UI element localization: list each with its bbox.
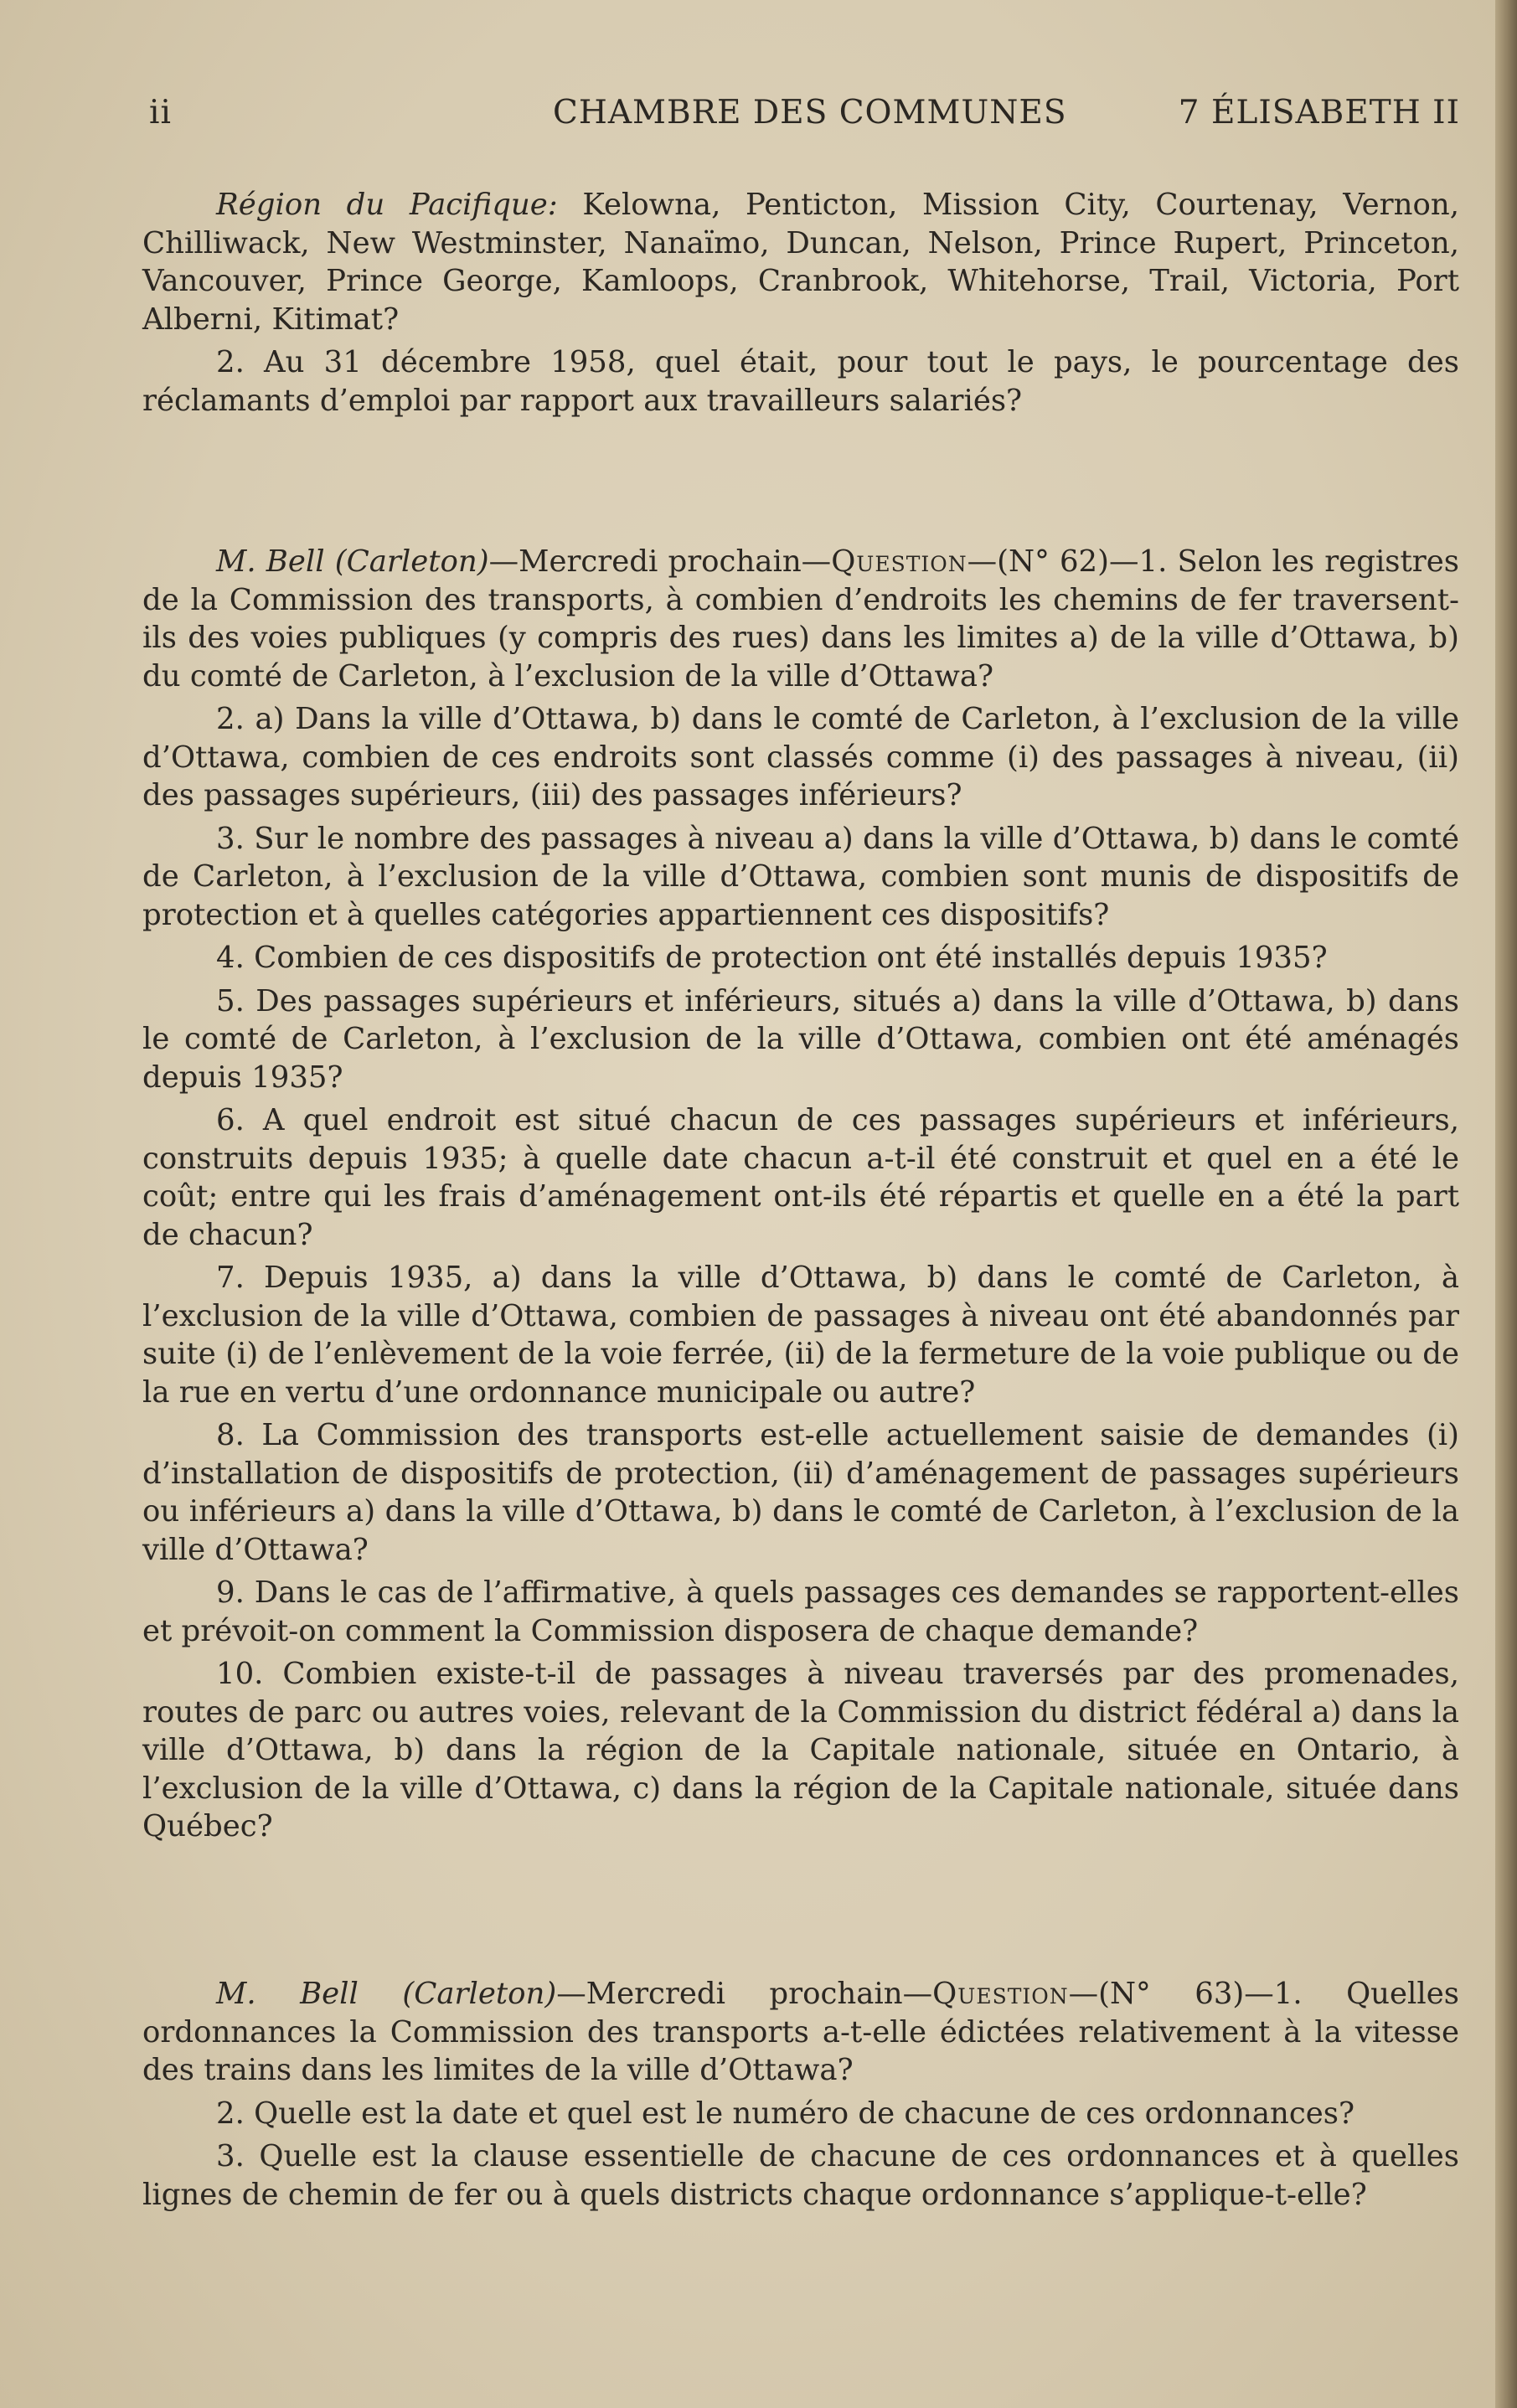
member-name: M. Bell (216, 1977, 359, 2011)
question-text: —(N° 62)—1. Selon les registres de la Commission des transports, à combien d’endroits les chemins de fer traversent-ils des voies publiques (y compris des rues) dans les limites a) de la ville d’Ottawa, b) du comté de Carleton, à l’exclusion de la ville d’Ottawa? (142, 544, 1459, 694)
question-item: 4. Combien de ces dispositifs de protection ont été installés depuis 1935? (216, 941, 1328, 975)
question-text: —(N° 63)—1. Quelles ordonnances la Commission des transports a-t-elle édictées relativement à la vitesse des trains dans les limites de la ville d’Ottawa? (142, 1977, 1459, 2087)
page-header (149, 94, 1460, 139)
question-label: Question (831, 544, 967, 579)
question-item: 3. Sur le nombre des passages à niveau a) dans la ville d’Ottawa, b) dans le comté de Carleton, à l’exclusion de la ville d’Ottawa, combien sont munis de dispositifs de protection et à quelles catégories appartiennent ces dispositifs? (142, 821, 1459, 932)
question-intro (142, 1975, 1459, 2090)
question-item: 3. Quelle est la clause essentielle de chacune de ces ordonnances et à quelles lignes de chemin de fer ou à quels districts chaque ordonnance s’applique-t-elle? (142, 2139, 1459, 2212)
question-item: 10. Combien existe-t-il de passages à niveau traversés par des promenades, routes de parc ou autres voies, relevant de la Commission du district fédéral a) dans la ville d’Ottawa, b) dans la région de la Capitale nationale, située en Ontario, à l’exclusion de la ville d’Ottawa, c) dans la région de la Capitale nationale, située dans Québec? (142, 1657, 1459, 1843)
question-item: 5. Des passages supérieurs et inférieurs, situés a) dans la ville d’Ottawa, b) dans le comté de Carleton, à l’exclusion de la ville d’Ottawa, combien ont été aménagés depuis 1935? (142, 983, 1459, 1095)
question-63 (142, 1975, 1459, 2215)
question-item: 2. a) Dans la ville d’Ottawa, b) dans le comté de Carleton, à l’exclusion de la ville d’Ottawa, combien de ces endroits sont classés comme (i) des passages à niveau, (ii) des passages supérieurs, (iii) des passages inférieurs? (142, 702, 1459, 812)
reign-year: 7 ÉLISABETH II (1178, 94, 1460, 131)
member-name: M. Bell (216, 544, 325, 579)
running-title: CHAMBRE DES COMMUNES (553, 94, 1067, 131)
question-item: 9. Dans le cas de l’affirmative, à quels passages ces demandes se rapportent-elles et prévoit-on comment la Commission disposera de chaque demande? (142, 1575, 1459, 1648)
page-number: ii (149, 94, 172, 131)
question-intro (142, 543, 1459, 695)
region-list: Kelowna, Penticton, Mission City, Courtenay, Vernon, Chilliwack, New Westminster, Nanaïmo, Duncan, Nelson, Prince Rupert, Princeton, Vancouver, Prince George, Kamloops, Cranbrook, Whitehorse, Trail, Victoria, Port Alberni, Kitimat? (142, 188, 1460, 337)
pacific-region-block (142, 186, 1459, 421)
question-lead: —Mercredi prochain— (488, 544, 832, 579)
question-item: 6. A quel endroit est situé chacun de ces passages supérieurs et inférieurs, construits depuis 1935; à quelle date chacun a-t-il été construit et quel en a été le coût; entre qui les frais d’aménagement ont-ils été répartis et quelle en a été la part de chacun? (142, 1103, 1459, 1252)
question-lead: —Mercredi prochain— (556, 1977, 933, 2011)
region-paragraph (142, 186, 1459, 338)
riding: (Carleton) (334, 544, 489, 579)
question-62 (142, 543, 1459, 1848)
page-edge-shadow (1495, 0, 1517, 2408)
question-label: Question (932, 1977, 1069, 2011)
question-item: 8. La Commission des transports est-elle actuellement saisie de demandes (i) d’installation de dispositifs de protection, (ii) d’aménagement de passages supérieurs ou inférieurs a) dans la ville d’Ottawa, b) dans le comté de Carleton, à l’exclusion de la ville d’Ottawa? (142, 1418, 1459, 1567)
question-item: 2. Au 31 décembre 1958, quel était, pour tout le pays, le pourcentage des réclamants d’emploi par rapport aux travailleurs salariés? (142, 345, 1459, 418)
question-item: 7. Depuis 1935, a) dans la ville d’Ottawa, b) dans le comté de Carleton, à l’exclusion de la ville d’Ottawa, combien de passages à niveau ont été abandonnés par suite (i) de l’enlèvement de la voie ferrée, (ii) de la fermeture de la voie publique ou de la rue en vertu d’une ordonnance municipale ou autre? (142, 1261, 1459, 1410)
region-label: Région du Pacifique: (216, 188, 558, 222)
question-item: 2. Quelle est la date et quel est le numéro de chacune de ces ordonnances? (216, 2096, 1354, 2131)
riding: (Carleton) (402, 1977, 557, 2011)
